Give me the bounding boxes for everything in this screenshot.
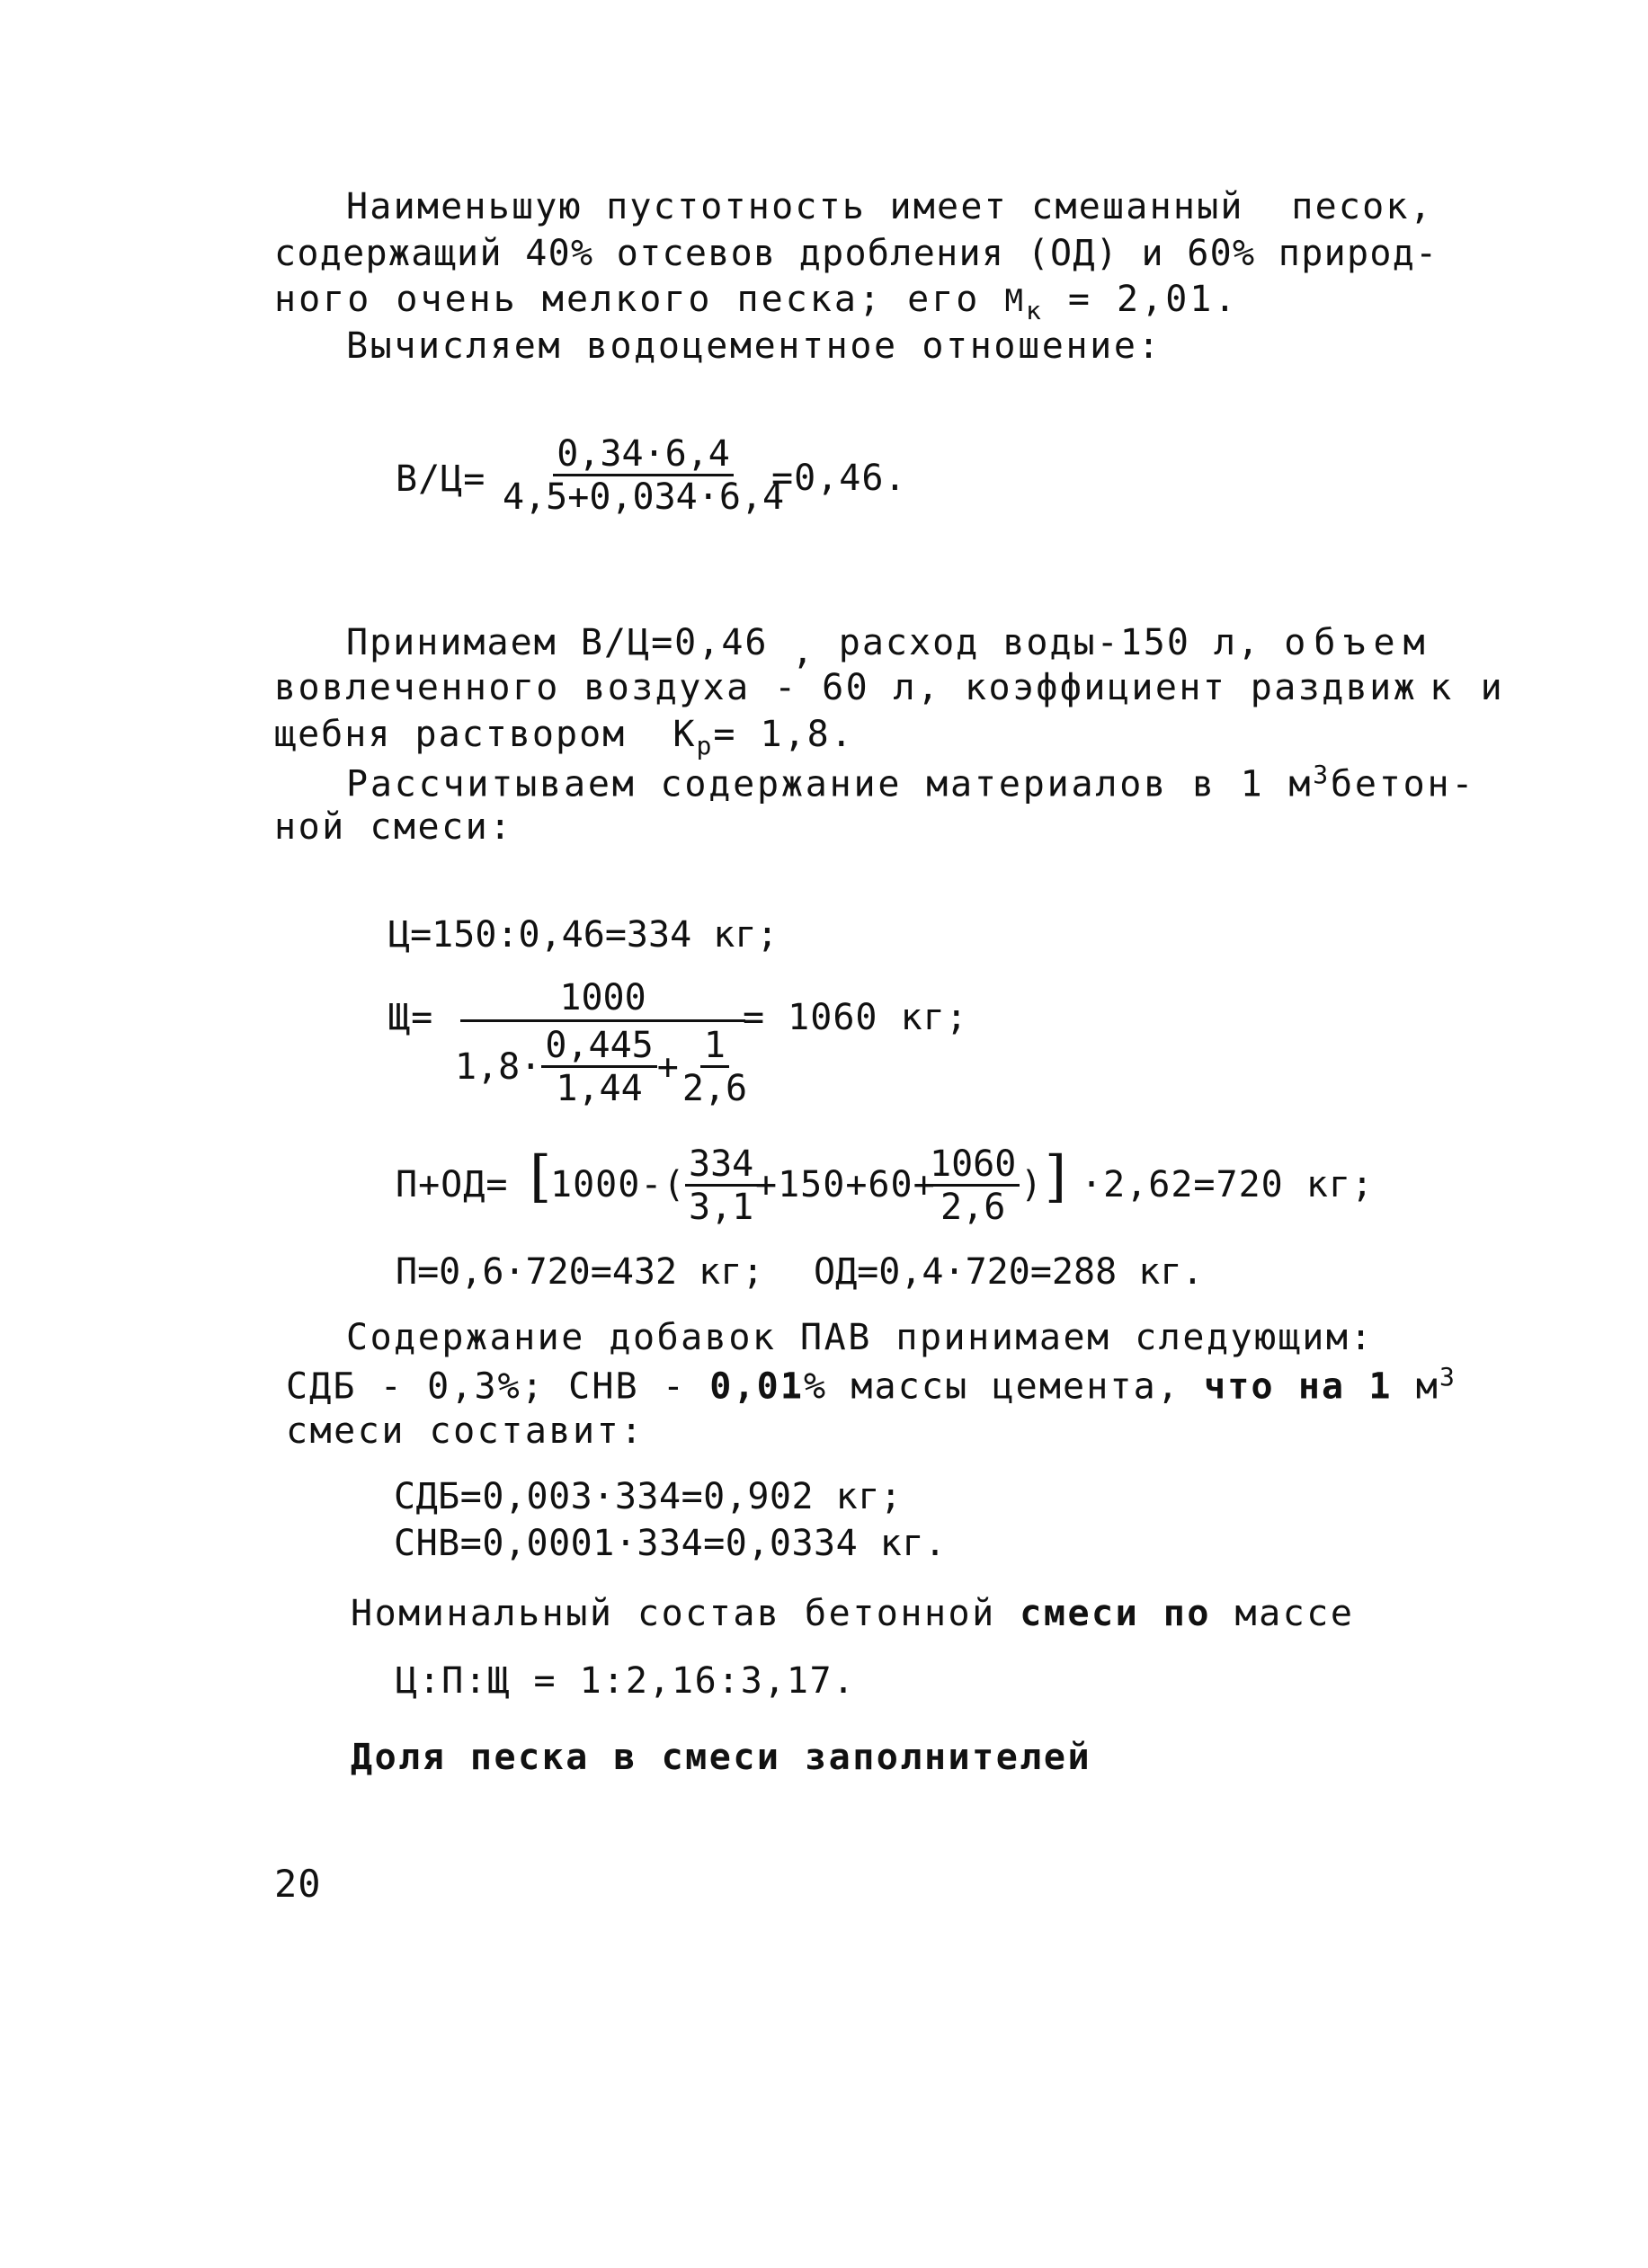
- composition-ratio: Ц:П:Щ = 1:2,16:3,17.: [396, 1660, 856, 1702]
- wc-fraction: [499, 433, 788, 518]
- wc-numerator: 0,34·6,4: [553, 436, 734, 476]
- accept-line-1-text: Принимаем В/Ц=0,46: [346, 622, 792, 663]
- sand-close-bracket: ]: [1045, 1143, 1067, 1209]
- gravel-den-plus: +: [656, 1046, 679, 1088]
- accept-line-1: [346, 622, 1433, 672]
- accept-line-4-end: бетон-: [1330, 763, 1476, 805]
- sand-lhs: П+ОД=: [396, 1164, 509, 1205]
- gravel-numerator: 1000: [460, 980, 744, 1022]
- cubic-superscript: 3: [1313, 760, 1331, 789]
- sand-close-paren: ): [1020, 1164, 1044, 1205]
- sand-f1-num: 334: [685, 1146, 757, 1187]
- accept-line-3: [274, 716, 854, 759]
- intro-line-4: Вычисляем водоцементное отношение:: [346, 325, 1163, 367]
- intro-line-3-text: ного очень мелкого песка; его: [274, 279, 1005, 320]
- additives-mass-text: % массы цемента,: [804, 1365, 1205, 1408]
- gravel-den-coef: 1,8·: [455, 1046, 542, 1088]
- additives-snv-value: 0,01: [709, 1365, 805, 1408]
- additives-one: 1: [1368, 1365, 1393, 1408]
- gravel-result: = 1060 кг;: [743, 997, 968, 1038]
- composition-mass: массе: [1210, 1593, 1355, 1634]
- composition-line-1: [351, 1593, 1355, 1634]
- gravel-den-f2-num: 1: [700, 1027, 729, 1068]
- additives-sdb: СДБ=0,003·334=0,902 кг;: [394, 1476, 903, 1517]
- split-sand: П=0,6·720=432 кг;: [396, 1251, 764, 1293]
- accept-line-2-text: вовлеченного воздуха - 60 л, коэффициент раздвиж: [274, 667, 1418, 708]
- sand-open-bracket: [: [530, 1143, 552, 1209]
- wc-lhs: В/Ц=: [396, 458, 486, 500]
- accept-i: и: [1480, 667, 1505, 708]
- additives-line-2: [286, 1362, 1456, 1408]
- composition-text: Номинальный состав бетонной: [351, 1593, 1020, 1634]
- accept-volume: объем: [1284, 622, 1433, 663]
- intro-line-2: содержащий 40% отсевов дробления (ОД) и 60% природ-: [274, 233, 1439, 274]
- composition-mix-by: смеси по: [1020, 1593, 1211, 1634]
- split-screenings: ОД=0,4·720=288 кг.: [814, 1251, 1204, 1293]
- intro-line-1: Наименьшую пустотность имеет смешанный песок,: [346, 186, 1433, 227]
- sand-f2: [926, 1143, 1020, 1228]
- additives-snv: СНВ=0,0001·334=0,0334 кг.: [394, 1523, 947, 1564]
- sand-expr-b: +150+60+: [755, 1164, 936, 1205]
- accept-line-5: ной смеси:: [274, 806, 513, 848]
- sand-f1-den: 3,1: [689, 1187, 754, 1228]
- wc-result: =0,46.: [771, 458, 907, 499]
- sand-expr-a: 1000-(: [550, 1164, 686, 1205]
- sand-result: ·2,62=720 кг;: [1081, 1164, 1375, 1205]
- modulus-subscript: к: [1025, 296, 1044, 325]
- gravel-den-f2-den: 2,6: [681, 1068, 748, 1109]
- kp-subscript: р: [696, 731, 714, 760]
- kp-value: = 1,8.: [713, 714, 854, 755]
- additives-line-2-text: СДБ - 0,3%; СНВ -: [286, 1365, 710, 1408]
- gravel-den-f1-num: 0,445: [541, 1027, 656, 1068]
- gravel-den-f2: [679, 1027, 751, 1107]
- gravel-fraction: [451, 977, 754, 1109]
- sand-f2-den: 2,6: [940, 1187, 1006, 1228]
- accept-k: к: [1430, 667, 1454, 708]
- accept-line-3-text: щебня раствором К: [274, 714, 697, 755]
- intro-line-3: [274, 281, 1238, 324]
- additives-what-on: что на: [1204, 1365, 1369, 1408]
- modulus-value: = 2,01.: [1043, 279, 1239, 320]
- accept-water: расход воды-150 л,: [815, 622, 1285, 663]
- accept-line-4: [346, 760, 1476, 805]
- sand-share-heading: Доля песка в смеси заполнителей: [351, 1737, 1092, 1778]
- gravel-den-f1-den: 1,44: [556, 1068, 643, 1109]
- gravel-lhs: Щ=: [388, 997, 434, 1038]
- accept-comma: ,: [791, 631, 815, 672]
- sand-f2-num: 1060: [926, 1146, 1020, 1187]
- page-number: 20: [274, 1862, 322, 1906]
- additives-cubic-sup: 3: [1439, 1362, 1456, 1392]
- accept-line-2: [274, 667, 1505, 708]
- gravel-den-f1: [541, 1027, 656, 1107]
- wc-denominator: 4,5+0,034·6,4: [503, 476, 785, 518]
- modulus-symbol: М: [1004, 283, 1026, 319]
- sand-f1: [685, 1143, 757, 1228]
- gravel-denominator: [451, 1022, 754, 1107]
- additives-line-3: смеси составит:: [286, 1410, 645, 1452]
- calc-cement: Ц=150:0,46=334 кг;: [388, 914, 779, 956]
- accept-line-4-text: Рассчитываем содержание материалов в 1 м: [346, 763, 1314, 805]
- additives-m: м: [1392, 1365, 1439, 1408]
- additives-line-1: Содержание добавок ПАВ принимаем следующим:: [346, 1317, 1375, 1358]
